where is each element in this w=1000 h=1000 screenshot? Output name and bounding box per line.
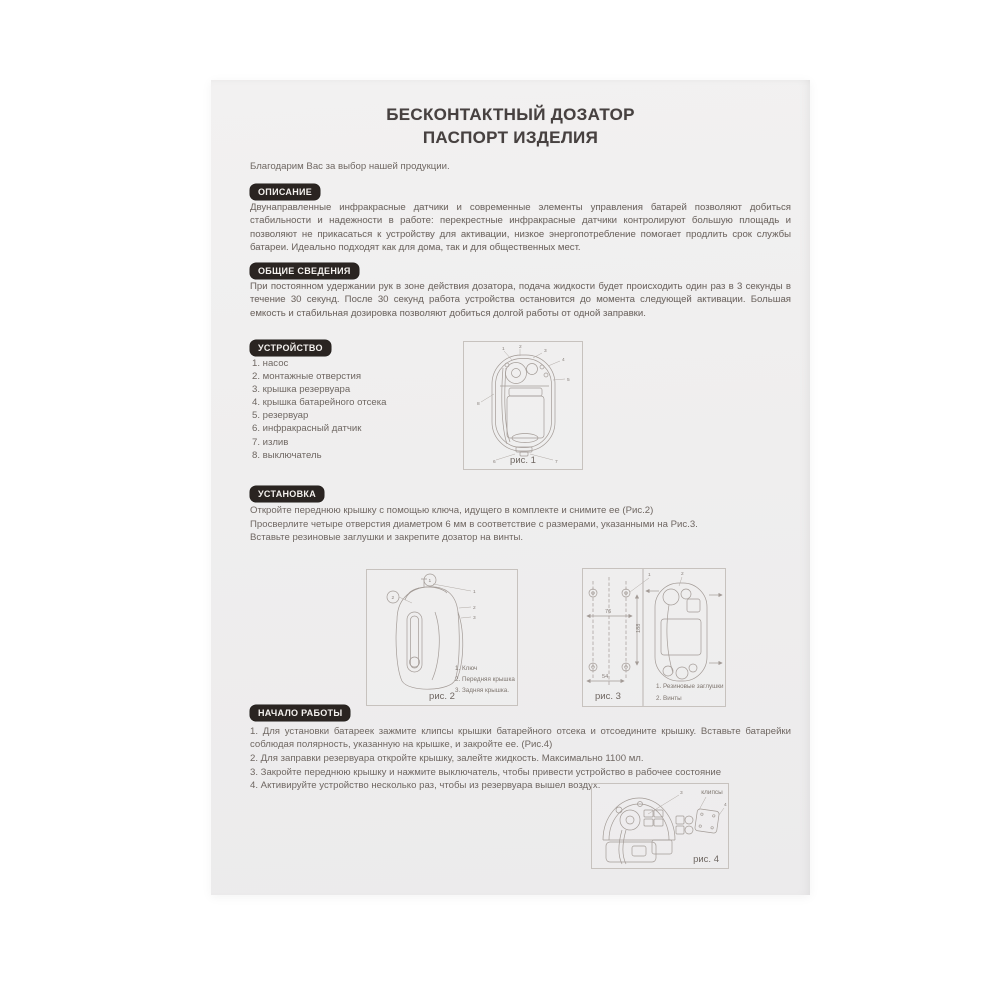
fig2-line-art bbox=[367, 570, 517, 705]
fig1-callout-8: 8 bbox=[477, 402, 480, 407]
start-step: 3. Закройте переднюю крышку и нажмите выключатель, чтобы привести устройство в рабочее состояние bbox=[250, 766, 722, 778]
figure-2-open-cover-diagram bbox=[366, 569, 518, 706]
figure-4-battery-cover-diagram bbox=[591, 783, 729, 869]
fig1-callout-7: 7 bbox=[555, 460, 558, 465]
device-list-item: 7. излив bbox=[252, 436, 289, 448]
start-step: 1. Для установки батареек зажмите клипсы крышки батарейного отсека и отсоедините крышку. Вставьте батарейки соблюдая полярность, указанную на крышке, и закройте ее. (Рис.4) bbox=[250, 726, 791, 751]
fig2-caption: рис. 2 bbox=[429, 691, 455, 702]
fig1-line-art bbox=[464, 342, 582, 469]
device-list-item: 4. крышка батарейного отсека bbox=[252, 397, 387, 409]
description-text: Двунаправленные инфракрасные датчики и современные элементы управления батарей позволяют добиться стабильности и надежности в работе: перекрестные инфракрасные датчики контролируют большую площадь и позволяют не прикасаться к устройству для активации, низкое энергопотребление помогает продлить срок службы батареи. Идеально подходят как для дома, так и для общественных мест. bbox=[250, 202, 791, 254]
fig2-circled-2: 2 bbox=[391, 596, 395, 601]
fig4-callout-4: 4 bbox=[724, 803, 727, 808]
fig3-legend-screws: 2. Винты bbox=[656, 695, 682, 702]
fig1-callout-5: 5 bbox=[567, 378, 570, 383]
fig3-caption: рис. 3 bbox=[595, 691, 621, 702]
start-step: 2. Для заправки резервуара откройте крышку, залейте жидкость. Максимально 1100 мл. bbox=[250, 752, 644, 764]
fig2-legend-back-cover: 3. Задняя крышка. bbox=[455, 687, 510, 694]
device-list-item: 1. насос bbox=[252, 358, 289, 369]
section-label-device: УСТРОЙСТВО bbox=[250, 340, 331, 356]
title-line-2: ПАСПОРТ ИЗДЕЛИЯ bbox=[422, 128, 599, 147]
title-line-1: БЕСКОНТАКТНЫЙ ДОЗАТОР bbox=[386, 105, 635, 124]
device-list-item: 5. резервуар bbox=[252, 410, 309, 422]
figure-1-device-diagram bbox=[463, 341, 583, 470]
install-steps bbox=[250, 504, 791, 545]
fig4-clips-label: клипсы bbox=[701, 789, 723, 796]
fig1-caption: рис. 1 bbox=[510, 455, 536, 466]
fig3-top-callout-1: 1 bbox=[648, 573, 651, 578]
start-step: 4. Активируйте устройство несколько раз, чтобы из резервуара вышел воздух. bbox=[250, 780, 601, 792]
fig2-side-1: 1 bbox=[473, 590, 476, 595]
install-step: Вставьте резиновые заглушки и закрепите дозатор на винты. bbox=[250, 532, 524, 543]
fig1-callout-3: 3 bbox=[544, 349, 547, 354]
fig4-caption: рис. 4 bbox=[693, 854, 719, 865]
intro-text: Благодарим Вас за выбор нашей продукции. bbox=[250, 161, 450, 172]
document-page bbox=[211, 80, 810, 895]
fig3-line-art bbox=[583, 569, 725, 706]
fig3-legend-plugs: 1. Резиновые заглушки bbox=[656, 683, 724, 690]
device-list-item: 8. выключатель bbox=[252, 449, 322, 461]
document-title bbox=[211, 103, 810, 149]
fig3-dim-width-top: 76 bbox=[605, 609, 612, 615]
fig2-legend-front-cover: 2. Передняя крышка bbox=[455, 676, 515, 683]
section-label-description: ОПИСАНИЕ bbox=[250, 184, 320, 200]
fig2-side-3: 3 bbox=[473, 616, 476, 621]
install-step: Просверлите четыре отверстия диаметром 6 мм в соответствие с размерами, указанными на Рис.3. bbox=[250, 518, 698, 530]
fig1-callout-6: 6 bbox=[493, 460, 496, 465]
fig1-callout-2: 2 bbox=[519, 345, 522, 350]
install-step: Откройте переднюю крышку с помощью ключа, идущего в комплекте и снимите ее (Рис.2) bbox=[250, 505, 654, 516]
fig4-callout-3: 3 bbox=[680, 791, 683, 796]
fig3-dim-width-bottom: 54 bbox=[602, 674, 609, 680]
fig3-top-callout-2: 2 bbox=[681, 572, 684, 577]
fig2-circled-1: 1 bbox=[428, 579, 432, 584]
fig2-side-2: 2 bbox=[473, 606, 476, 611]
section-label-general: ОБЩИЕ СВЕДЕНИЯ bbox=[250, 263, 359, 279]
fig1-callout-4: 4 bbox=[562, 358, 565, 363]
fig1-callout-1: 1 bbox=[502, 347, 505, 352]
fig3-dim-height: 188 bbox=[636, 623, 642, 633]
device-list-item: 2. монтажные отверстия bbox=[252, 371, 362, 383]
device-list-item: 3. крышка резервуара bbox=[252, 384, 351, 396]
figure-3-mounting-diagram bbox=[582, 568, 726, 707]
general-text: При постоянном удержании рук в зоне действия дозатора, подача жидкости будет происходить один раз в 3 секунды в течение 30 секунд. После 30 секунд работа устройства остановится до момента следующей активации. Большая емкость и стабильная дозировка позволяют добиться долгой работы от одной заправки. bbox=[250, 281, 791, 319]
device-list-item: 6. инфракрасный датчик bbox=[252, 423, 362, 435]
fig2-legend-key: 1. Ключ bbox=[455, 665, 478, 672]
section-label-install: УСТАНОВКА bbox=[250, 486, 324, 502]
section-label-start: НАЧАЛО РАБОТЫ bbox=[250, 705, 350, 721]
